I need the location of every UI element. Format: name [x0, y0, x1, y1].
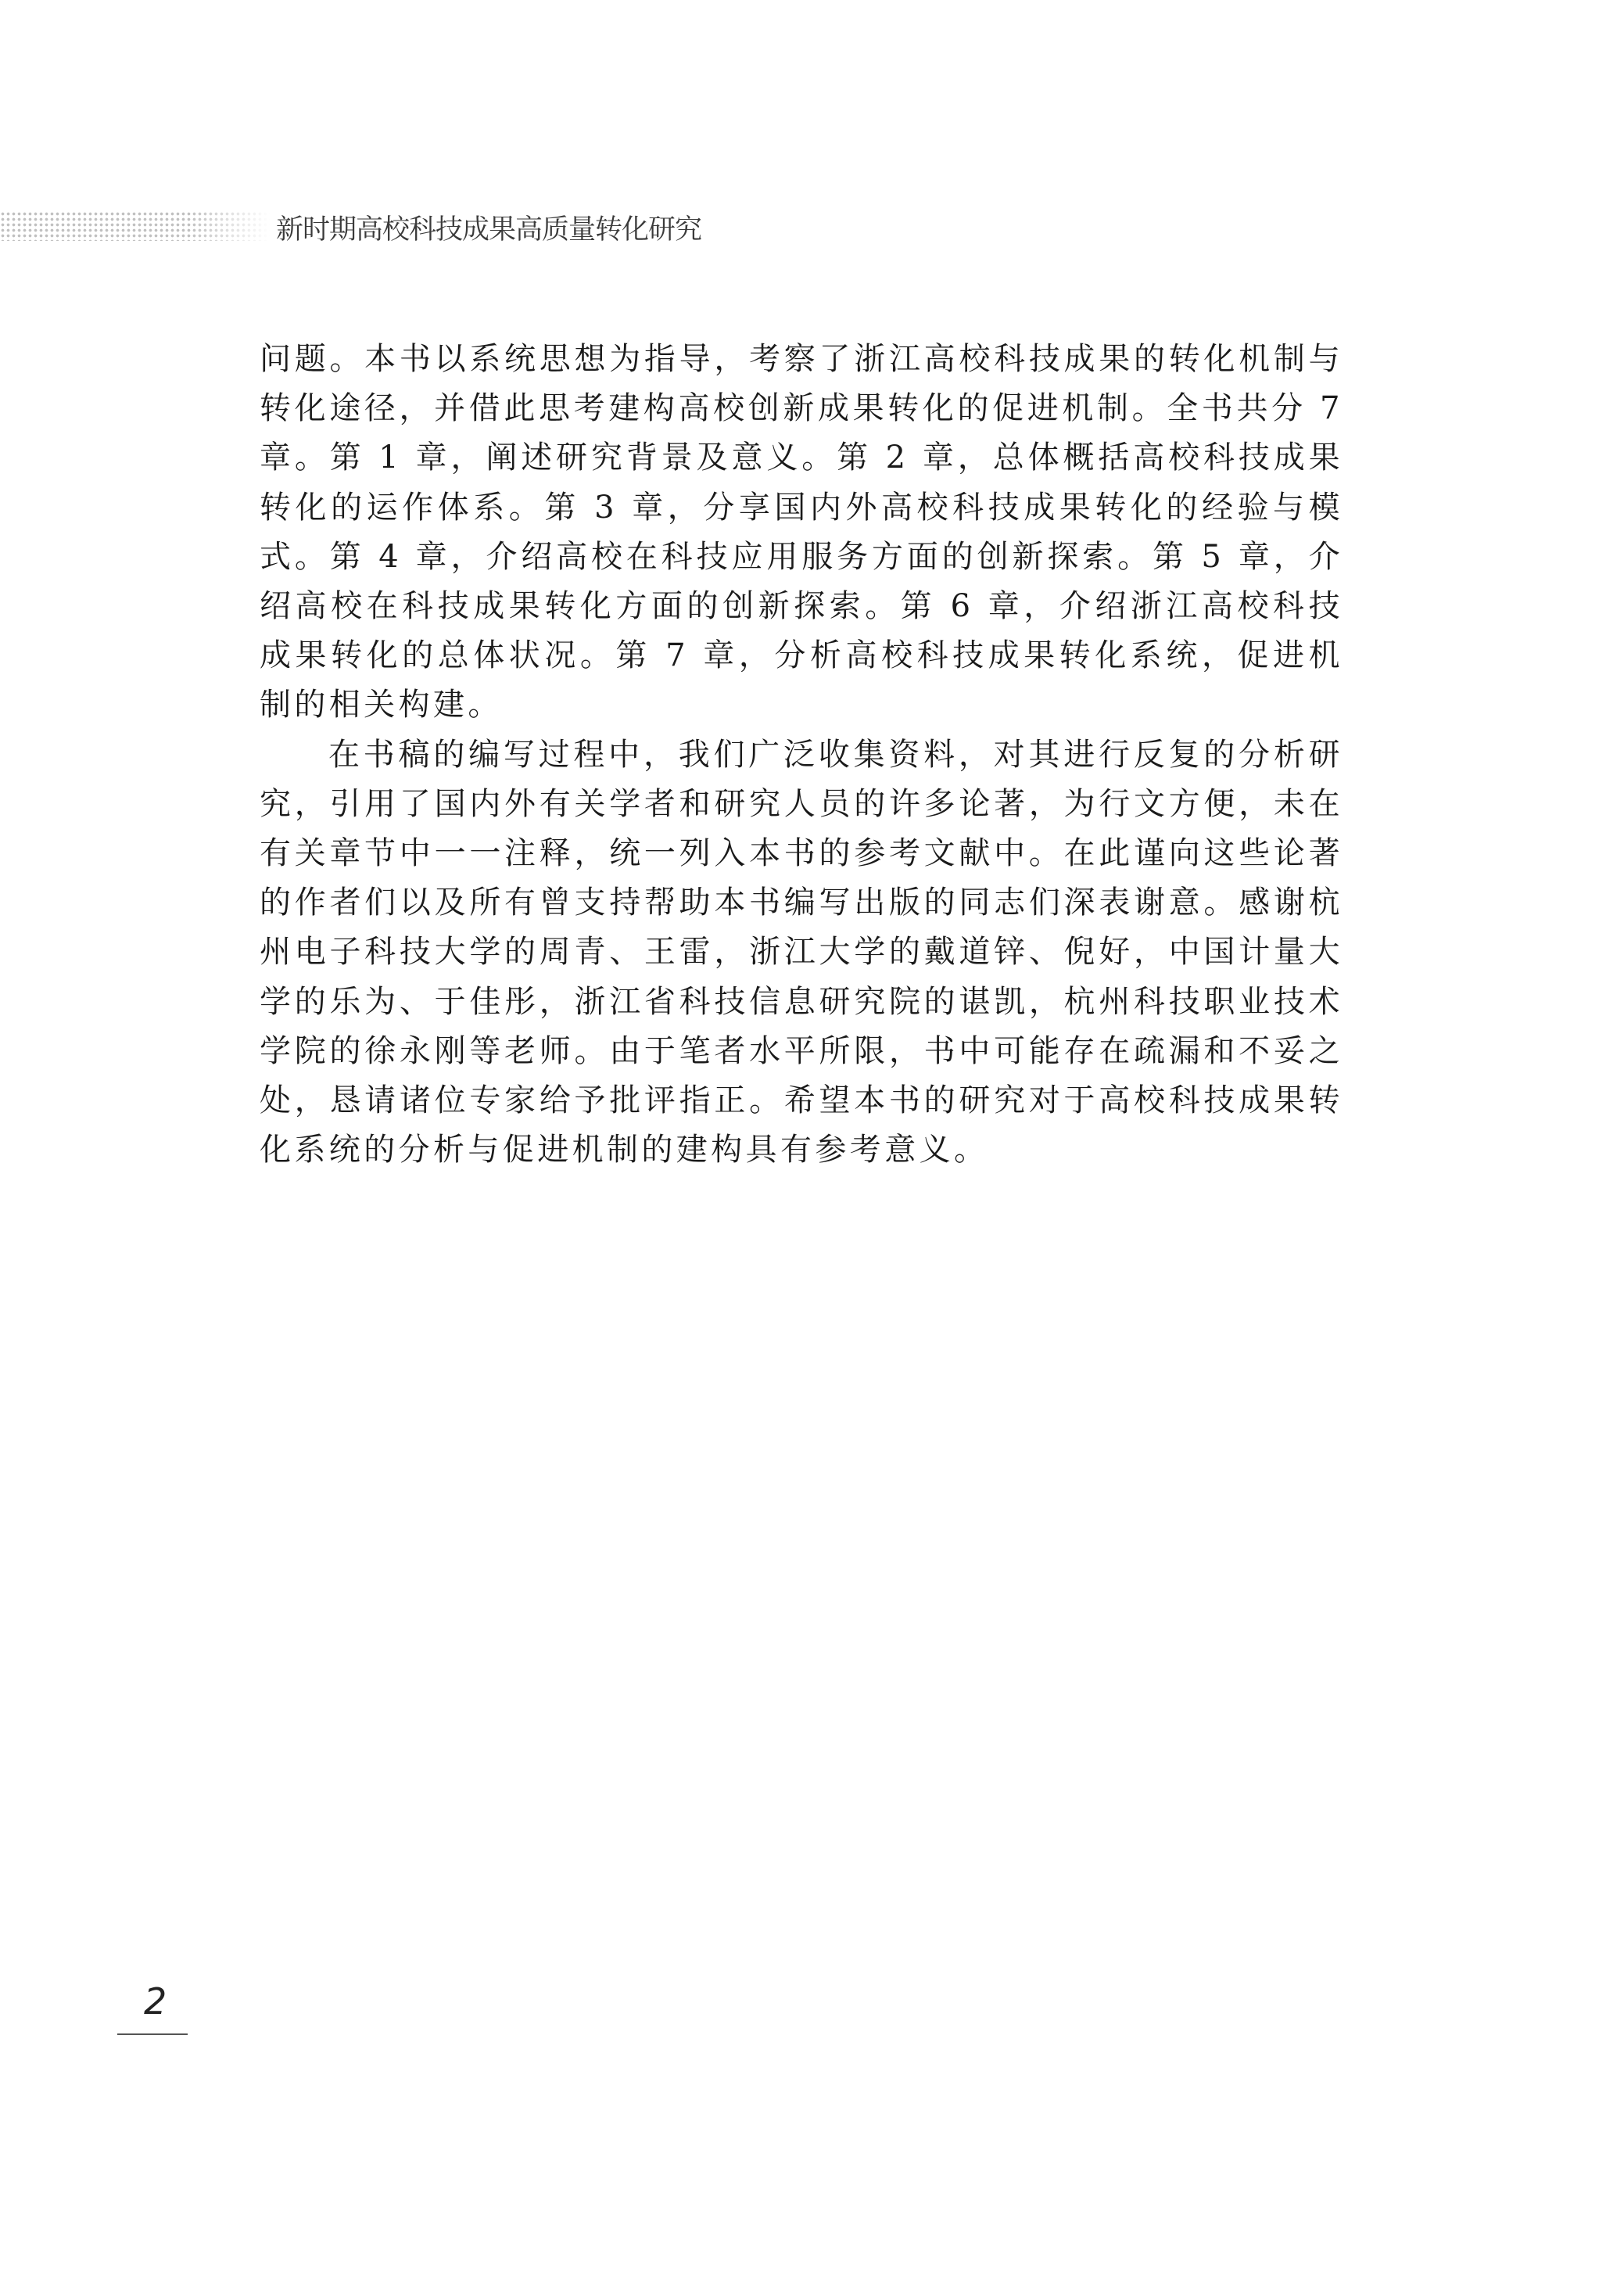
header-dot-pattern: [0, 211, 270, 241]
running-header-title: 新时期高校科技成果高质量转化研究: [276, 214, 702, 246]
page-number-rule: [117, 2033, 188, 2035]
page-number: 2: [144, 1980, 167, 2023]
paragraph: 在书稿的编写过程中，我们广泛收集资料，对其进行反复的分析研究，引用了国内外有关学者和研究人员的许多论著，为行文方便，未在有关章节中一一注释，统一列入本书的参考文献中。在此谨向这些论著的作者们以及所有曾支持帮助本书编写出版的同志们深表谢意。感谢杭州电子科技大学的周青、王雷，浙江大学的戴道锌、倪好，中国计量大学的乐为、于佳彤，浙江省科技信息研究院的谌凯，杭州科技职业技术学院的徐永刚等老师。由于笔者水平所限，书中可能存在疏漏和不妥之处，恳请诸位专家给予批评指正。希望本书的研究对于高校科技成果转化系统的分析与促进机制的建构具有参考意义。: [260, 736, 1343, 1168]
body-text: [260, 335, 1343, 1175]
running-header: [0, 205, 704, 252]
paragraph: 问题。本书以系统思想为指导，考察了浙江高校科技成果的转化机制与转化途径，并借此思考建构高校创新成果转化的促进机制。全书共分 7 章。第 1 章，阐述研究背景及意义。第 2 章，总体概括高校科技成果转化的运作体系。第 3 章，分享国内外高校科技成果转化的经验与模式。第 4 章，介绍高校在科技应用服务方面的创新探索。第 5 章，介绍高校在科技成果转化方面的创新探索。第 6 章，介绍浙江高校科技成果转化的总体状况。第 7 章，分析高校科技成果转化系统，促进机制的相关构建。: [260, 341, 1343, 723]
